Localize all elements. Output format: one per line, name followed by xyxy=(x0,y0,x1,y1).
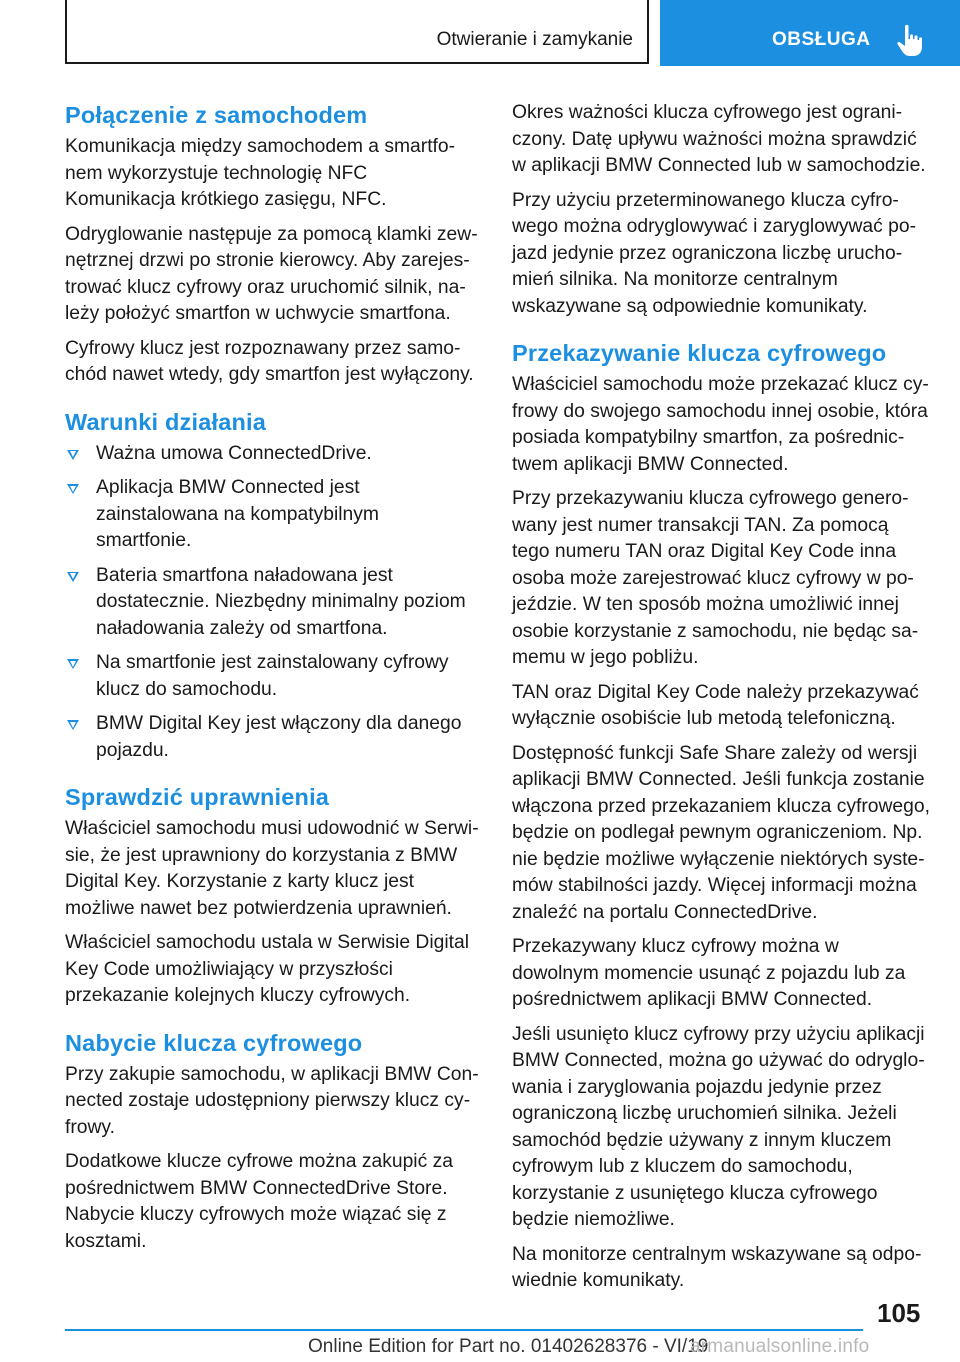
triangle-bullet-icon xyxy=(67,720,79,730)
paragraph: Jeśli usunięto klucz cyfrowy przy użyciu aplikacji BMW Connected, można go używać do odryglowania i zaryglowania pojazdu jedynie przez ograniczoną liczbę uruchomień silnika. Jeżeli samochód będzie używany z innym kluczem cyfrowym lub z kluczem do samochodu, korzystanie z usuniętego klucza cyfrowego będzie niemożliwe. xyxy=(512,1023,925,1230)
chapter-tab xyxy=(660,0,960,66)
paragraph: Na monitorze centralnym wskazywane są odpowiednie komunikaty. xyxy=(512,1243,922,1291)
paragraph: Cyfrowy klucz jest rozpoznawany przez samochód nawet wtedy, gdy smartfon jest wyłączony. xyxy=(65,337,474,385)
heading-requirements: Warunki działania xyxy=(65,408,267,435)
paragraph: Przy zakupie samochodu, w aplikacji BMW Connected zostaje udostępniony pierwszy klucz cyfrowy. xyxy=(65,1063,479,1138)
list-item: Na smartfonie jest zainstalowany cyfrowy klucz do samochodu. xyxy=(65,650,479,703)
section-tab xyxy=(65,0,649,64)
hand-pointer-icon xyxy=(896,24,926,58)
paragraph: TAN oraz Digital Key Code należy przekazywać wyłącznie osobiście lub metodą telefoniczną. xyxy=(512,681,919,729)
paragraph: Przekazywany klucz cyfrowy można w dowolnym momencie usunąć z pojazdu lub za pośrednictwem aplikacji BMW Connected. xyxy=(512,936,906,1010)
paragraph: Komunikacja między samochodem a smartfonem wykorzystuje technologię NFC Komunikacja krótkiego zasięgu, NFC. xyxy=(65,136,456,210)
right-column xyxy=(512,100,930,1303)
paragraph: Przy użyciu przeterminowanego klucza cyfrowego można odryglowywać i zaryglowywać pojazd jedynie przez ograniczona liczbę uruchomień silnika. Na monitorze centralnym wskazywane są odpowiednie komunikaty. xyxy=(512,189,917,317)
list-item: Ważna umowa ConnectedDrive. xyxy=(65,441,479,468)
heading-acquisition: Nabycie klucza cyfrowego xyxy=(65,1029,363,1056)
list-item: Bateria smartfona naładowana jest dostatecznie. Niezbędny minimalny poziom naładowania zależy od smartfona. xyxy=(65,563,479,643)
heading-authorization: Sprawdzić uprawnienia xyxy=(65,784,330,810)
paragraph: Właściciel samochodu ustala w Serwisie Digital Key Code umożliwiający w przyszłości przekazanie kolejnych kluczy cyfrowych. xyxy=(65,932,469,1006)
triangle-bullet-icon xyxy=(67,572,79,582)
edition-note: Online Edition for Part no. 01402628376 - VI/19 xyxy=(308,1336,709,1357)
triangle-bullet-icon xyxy=(67,659,79,669)
list-item: BMW Digital Key jest włączony dla danego pojazdu. xyxy=(65,711,479,764)
paragraph: Właściciel samochodu musi udowodnić w Serwisie, że jest uprawniony do korzystania z BMW Digital Key. Korzystanie z karty klucz jest możliwe nawet bez potwierdzenia uprawnień. xyxy=(65,818,479,919)
left-column xyxy=(65,100,479,1263)
watermark: armanualsonline.info xyxy=(690,1336,870,1357)
paragraph: Okres ważności klucza cyfrowego jest ograniczony. Datę upływu ważności można sprawdzić w aplikacji BMW Connected lub w samochodzie. xyxy=(512,102,926,176)
heading-connection: Połączenie z samochodem xyxy=(65,102,368,128)
triangle-bullet-icon xyxy=(67,484,79,494)
section-title: Otwieranie i zamykanie xyxy=(436,29,633,50)
list-item: Aplikacja BMW Connected jest zainstalowana na kompatybilnym smartfonie. xyxy=(65,475,479,555)
paragraph: Przy przekazywaniu klucza cyfrowego generowany jest numer transakcji TAN. Za pomocą tego numeru TAN oraz Digital Key Code inna osoba może zarejestrować klucz cyfrowy w pojeździe. W ten sposób można umożliwić innej osobie korzystanie z samochodu, nie będąc samemu w jego pobliżu. xyxy=(512,488,919,668)
triangle-bullet-icon xyxy=(67,450,79,460)
paragraph: Dostępność funkcji Safe Share zależy od wersji aplikacji BMW Connected. Jeśli funkcja zostanie włączona przed przekazaniem klucza cyfrowego, będzie on podlegał pewnym ograniczeniom. Np. nie będzie możliwe wyłączenie niektórych systemów stabilności jazdy. Więcej informacji można znaleźć na portalu ConnectedDrive. xyxy=(512,742,930,923)
chapter-title: OBSŁUGA xyxy=(772,29,871,50)
page-number: 105 xyxy=(877,1298,921,1328)
footer-divider xyxy=(65,1329,863,1331)
requirements-list xyxy=(65,441,479,765)
paragraph: Właściciel samochodu może przekazać klucz cyfrowy do swojego samochodu innej osobie, która posiada kompatybilny smartfon, za pośrednictwem aplikacji BMW Connected. xyxy=(512,374,929,475)
heading-transfer: Przekazywanie klucza cyfrowego xyxy=(512,340,887,366)
paragraph: Dodatkowe klucze cyfrowe można zakupić za pośrednictwem BMW ConnectedDrive Store. Nabycie kluczy cyfrowych może wiązać się z kosztami. xyxy=(65,1151,453,1252)
paragraph: Odryglowanie następuje za pomocą klamki zewnętrznej drzwi po stronie kierowcy. Aby zarejestrować klucz cyfrowy oraz uruchomić silnik, należy położyć smartfon w uchwycie smartfona. xyxy=(65,223,478,324)
page-header xyxy=(0,0,960,66)
